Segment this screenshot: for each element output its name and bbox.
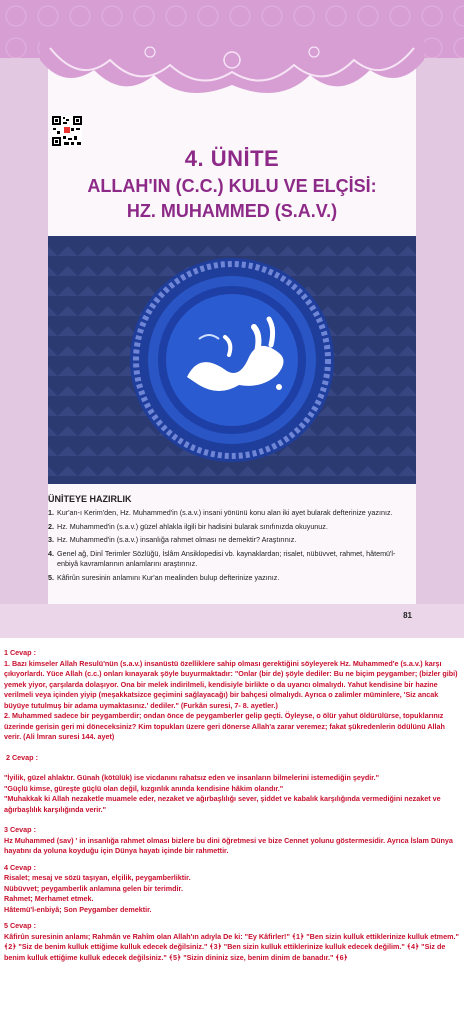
page-footer-band — [0, 604, 464, 638]
qr-code-icon[interactable] — [52, 116, 82, 146]
preparation-heading: ÜNİTEYE HAZIRLIK — [48, 494, 132, 504]
calligraphy-medallion-icon — [129, 257, 335, 463]
answer-4-line-1: Risalet; mesaj ve sözü taşıyan, elçilik, peygamberliktir. — [4, 873, 191, 882]
answer-4-line-2: Nübüvvet; peygamberlik anlamına gelen bir terimdir. — [4, 883, 183, 893]
list-item: 4. Genel ağ, Dinî Terimler Sözlüğü, İslâm Ansiklopedisi vb. kaynaklardan; risalet, nübüvvet, rahmet, hâtemü'l-enbiyâ kavramlarının anlamlarını araştırınız. — [48, 548, 396, 569]
unit-number: 4. ÜNİTE — [184, 146, 280, 171]
answer-4-line-4: Hâtemü'l-enbiyâ; Son Peygamber demektir. — [4, 904, 152, 914]
answer-2-line-1: "İyilik, güzel ahlaktır. Günah (kötülük) ise vicdanını rahatsız eden ve insanların bilmelerini istemediğin şeydir." — [4, 773, 380, 782]
answer-3-title: 3 Cevap : — [4, 825, 36, 834]
unit-preparation — [48, 494, 416, 587]
list-item: 2. Hz. Muhammed'in (s.a.v.) güzel ahlakla ilgili bir hadisini bularak sınıfınızda okuyunuz. — [48, 521, 328, 531]
answer-1-title: 1 Cevap : — [4, 648, 36, 657]
answer-1-paragraph-2: 2. Muhammed sadece bir peygamberdir; ondan önce de peygamberler gelip geçti. Öyleyse, o ölür yahut öldürülürse, topuklarınız üzerinde gerisin geri mi döneceksiniz? Kim topukları üzere geri dönerse Allah'a zarar veremez; fakat şükredenlerin ödülünü Allah verir. (Ali İmran suresi 144. ayet) — [4, 711, 445, 741]
answer-2-line-3: "Muhakkak ki Allah nezaketle muamele eder, nezaket ve ağırbaşlılığı sever, şiddet ve kabalık karşılığında vermediğini nezaket ve ağırbaşlılık karşılığında verir." — [4, 794, 441, 814]
list-item: 1. Kur'an-ı Kerim'den, Hz. Muhammed'in (s.a.v.) insani yönünü konu alan iki ayet bularak defterinize yazınız. — [48, 508, 393, 517]
answer-2-title: 2 Cevap : — [6, 752, 38, 762]
calligraphy-artwork — [48, 236, 416, 484]
list-item: 3. Hz. Muhammed'in (s.a.v.) insanlığa rahmet olması ne demektir? Araştırınız. — [48, 535, 297, 545]
answer-3-paragraph: Hz Muhammed (sav) ' in insanlığa rahmet olması bizlere bu dini öğretmesi ve bize Cennet yolunu göstermesidir. Ayrıca İslam Dünya hayatını da yoluna koyduğu için Dünya hayatı içinde bir rahmettir. — [4, 835, 453, 855]
page-number: 81 — [403, 611, 412, 620]
list-item: 5. Kâfirûn suresinin anlamını Kur'an mealinden bulup defterinize yazınız. — [48, 572, 280, 582]
unit-title-line1: ALLAH'IN (C.C.) KULU VE ELÇİSİ: — [87, 176, 377, 196]
unit-title-line2: HZ. MUHAMMED (S.A.V.) — [126, 201, 338, 221]
answer-2-line-2: "Güçlü kimse, güreşte güçlü olan değil, kızgınlık anında kendisine hâkim olandır." — [4, 783, 284, 793]
ornament-frieze — [40, 30, 424, 110]
answer-4-line-3: Rahmet; Merhamet etmek. — [4, 894, 94, 903]
answer-5-title: 5 Cevap : — [4, 921, 36, 930]
answer-1-paragraph-1: 1. Bazı kimseler Allah Resulü'nün (s.a.v.) insanüstü özelliklere sahip olması gerektiğini söyleyerek Hz. Muhammed'e (s.a.v.) karşı çıkıyorlardı. Yüce Allah (c.c.) onları kınayarak şöyle buyurmaktadır: "Onlar (bir de) şöyle dediler: Bu ne biçim peygamber; (bizler gibi) yemek yiyor, çarşılarda dolaşıyor. Ona bir melek indirilmeli, kendisiyle birlikte o da uyarıcı olmalıydı. Yahut kendisine bir hazine verilmeli veya içinden yiyip (meşakkatsizce geçimini sağlayacağı) bir bahçesi olmalıydı. Ayrıca o zalimler müminlere, 'Siz ancak büyüye tutulmuş bir adama uymaktasınız.' dediler." (Furkân suresi, 7- 8. ayetler.) — [4, 658, 458, 710]
answer-5-paragraph: Kâfirûn suresinin anlamı; Rahmân ve Rahîm olan Allah'ın adıyla De ki: "Ey Kâfirler!" ﴾1﴿ "Ben sizin kulluk ettiklerinize kulluk etmem." ﴾2﴿ "Siz de benim kulluk ettiğime kulluk edecek değilsiniz." ﴾3﴿ "Ben sizin kulluk ettiklerinize kulluk edecek değilim." ﴾4﴿ "Siz de benim kulluk ettiğime kulluk edecek değilsiniz." ﴾5﴿ "Sizin dininiz size, benim dinim de banadır." ﴾6﴿ — [4, 931, 459, 962]
answers-section — [4, 648, 460, 963]
answer-4-title: 4 Cevap : — [4, 862, 36, 872]
